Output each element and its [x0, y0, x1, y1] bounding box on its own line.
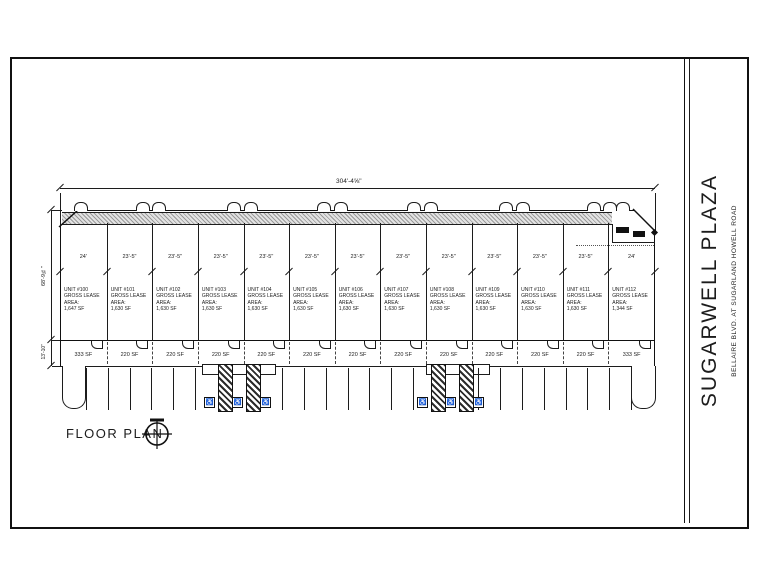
unit-label: UNIT #101 GROSS LEASE AREA: 1,630 SF [110, 287, 147, 313]
walkway-area-label: 220 SF [348, 352, 367, 358]
walkway-area-label: 220 SF [394, 352, 412, 358]
access-aisle-hatch [246, 364, 261, 412]
parking-stripe [173, 368, 174, 410]
canopy-arc [136, 202, 150, 211]
unit-demising-wall [244, 223, 245, 340]
drawing-title: FLOOR PLAN [66, 426, 164, 441]
roof-overhang-dashed-line [576, 245, 654, 246]
parking-stripe [631, 368, 632, 410]
access-aisle-hatch [431, 364, 446, 412]
unit-width-dim: 23'-5" [213, 254, 228, 260]
unit-label: UNIT #105 GROSS LEASE AREA: 1,630 SF [293, 287, 329, 313]
canopy-arc [227, 202, 241, 211]
parking-stripe [348, 368, 349, 410]
canopy-arc [74, 202, 88, 211]
unit-label: UNIT #102 GROSS LEASE AREA: 1,630 SF [156, 287, 192, 313]
unit-demising-wall [107, 223, 108, 340]
handicap-parking-icon: ♿ [474, 399, 483, 406]
parking-stripe [609, 368, 610, 410]
parking-stripe [304, 368, 305, 410]
unit-demising-wall [472, 223, 473, 340]
parking-stripe [282, 368, 283, 410]
unit-label: UNIT #107 GROSS LEASE AREA: 1,630 SF [384, 287, 420, 313]
unit-label: UNIT #111 GROSS LEASE AREA: 1,630 SF [566, 287, 603, 313]
parking-stripe [108, 368, 109, 410]
canopy-arc [317, 202, 331, 211]
electrical-room-wall [612, 224, 613, 242]
project-address-text: BELLAIRE BLVD. AT SUGARLAND HOWELL ROAD [730, 205, 738, 377]
canopy-arc [334, 202, 348, 211]
titleblock-divider-outer [684, 59, 685, 523]
handicap-parking-icon: ♿ [261, 399, 270, 406]
unit-width-dim: 23'-5" [487, 254, 502, 260]
handicap-parking-icon: ♿ [418, 399, 427, 406]
unit-demising-wall [289, 223, 290, 340]
storefront-door-notch [410, 341, 422, 349]
walkway-area-label: 220 SF [257, 352, 276, 358]
parking-stripe [369, 368, 370, 410]
canopy-arc [516, 202, 530, 211]
walkway-area-label: 220 SF [303, 352, 321, 358]
handicap-parking-icon: ♿ [205, 399, 214, 406]
depth-dim-line [51, 210, 52, 366]
unit-label: UNIT #112 GROSS LEASE AREA: 1,344 SF [612, 287, 648, 313]
unit-label: UNIT #103 GROSS LEASE AREA: 1,630 SF [201, 287, 238, 313]
overall-dim-label: 304'-4⅝" [336, 178, 362, 185]
unit-demising-wall [563, 223, 564, 340]
walkway-area-label: 220 SF [211, 352, 230, 358]
unit-demising-wall [335, 223, 336, 340]
canopy-arc [616, 202, 630, 211]
canopy-arc [603, 202, 617, 211]
curb-return-right [631, 366, 656, 409]
walkway-area-label: 220 SF [576, 352, 595, 358]
storefront-door-notch [364, 341, 376, 349]
access-aisle-hatch [218, 364, 233, 412]
titleblock-divider-inner [689, 59, 690, 523]
walkway-area-label: 220 SF [166, 352, 184, 358]
unit-width-dim: 23'-5" [578, 254, 593, 260]
building-depth-dim: 68'-9⅝" [41, 265, 47, 286]
electrical-room-wall [612, 242, 655, 243]
storefront-door-notch [136, 341, 148, 349]
parking-stripe [195, 368, 196, 410]
parking-stripe [522, 368, 523, 410]
parking-stripe [566, 368, 567, 410]
left-exterior-wall [60, 226, 61, 366]
unit-demising-wall [198, 223, 199, 340]
storefront-door-notch [592, 341, 604, 349]
unit-width-dim: 23'-5" [441, 254, 456, 260]
canopy-arc [424, 202, 438, 211]
canopy-arc [499, 202, 513, 211]
unit-demising-wall [426, 223, 427, 340]
parking-stripe [326, 368, 327, 410]
project-name-text: SUGARWELL PLAZA [698, 174, 721, 408]
walkway-area-label: 220 SF [531, 352, 549, 358]
storefront-door-notch [319, 341, 331, 349]
right-exterior-wall [654, 232, 655, 366]
unit-label: UNIT #110 GROSS LEASE AREA: 1,630 SF [521, 287, 557, 313]
canopy-arc [152, 202, 166, 211]
overall-dim-line [60, 188, 655, 189]
parking-stripe [130, 368, 131, 410]
parking-stripe [391, 368, 392, 410]
walkway-area-label: 220 SF [439, 352, 458, 358]
unit-demising-wall [152, 223, 153, 340]
unit-width-dim: 23'-5" [168, 254, 183, 260]
unit-width-dim: 23'-5" [122, 254, 137, 260]
handicap-parking-icon: ♿ [233, 399, 242, 406]
storefront-door-notch [501, 341, 513, 349]
walkway-area-label: 333 SF [622, 352, 641, 358]
unit-width-dim: 24' [79, 254, 87, 260]
unit-label: UNIT #104 GROSS LEASE AREA: 1,630 SF [247, 287, 284, 313]
unit-demising-wall [380, 223, 381, 340]
rear-wall-hatch-band [62, 212, 612, 225]
canopy-arc [407, 202, 421, 211]
storefront-door-notch [91, 341, 103, 349]
unit-demising-wall [517, 223, 518, 340]
unit-label: UNIT #106 GROSS LEASE AREA: 1,630 SF [338, 287, 375, 313]
storefront-door-notch [182, 341, 194, 349]
storefront-door-notch [273, 341, 285, 349]
unit-width-dim: 23'-5" [532, 254, 547, 260]
canopy-arc [244, 202, 258, 211]
sidewalk-edge-line [60, 366, 655, 367]
unit-width-dim: 23'-5" [259, 254, 274, 260]
unit-label: UNIT #108 GROSS LEASE AREA: 1,630 SF [429, 287, 466, 313]
titleblock-project-name [691, 59, 729, 523]
parking-stripe [86, 368, 87, 410]
unit-label: UNIT #109 GROSS LEASE AREA: 1,630 SF [475, 287, 512, 313]
unit-demising-wall [608, 223, 609, 340]
curb-ramp-left [202, 364, 276, 375]
parking-stripe [544, 368, 545, 410]
parking-stripe [151, 368, 152, 410]
parking-stripe [413, 368, 414, 410]
handicap-parking-icon: ♿ [446, 399, 455, 406]
unit-width-dim: 23'-5" [396, 254, 411, 260]
curb-return-left [62, 366, 86, 409]
walkway-depth-dim: 13'-10" [41, 344, 47, 360]
electrical-panel [633, 231, 645, 237]
walkway-area-label: 333 SF [74, 352, 93, 358]
storefront-wall [60, 340, 655, 341]
walkway-area-label: 220 SF [485, 352, 504, 358]
unit-label: UNIT #100 GROSS LEASE AREA: 1,647 SF [64, 287, 100, 313]
unit-width-dim: 23'-5" [304, 254, 319, 260]
walkway-area-label: 220 SF [120, 352, 139, 358]
parking-stripe [500, 368, 501, 410]
dim-extension-line [52, 210, 62, 211]
storefront-door-notch [639, 341, 651, 349]
dim-extension-line [655, 193, 656, 232]
unit-width-dim: 23'-5" [350, 254, 365, 260]
canopy-arc [587, 202, 601, 211]
parking-stripe [587, 368, 588, 410]
access-aisle-hatch [459, 364, 474, 412]
electrical-panel [616, 227, 629, 233]
unit-width-dim: 24' [628, 254, 636, 260]
titleblock-project-address [727, 59, 741, 523]
storefront-door-notch [547, 341, 559, 349]
